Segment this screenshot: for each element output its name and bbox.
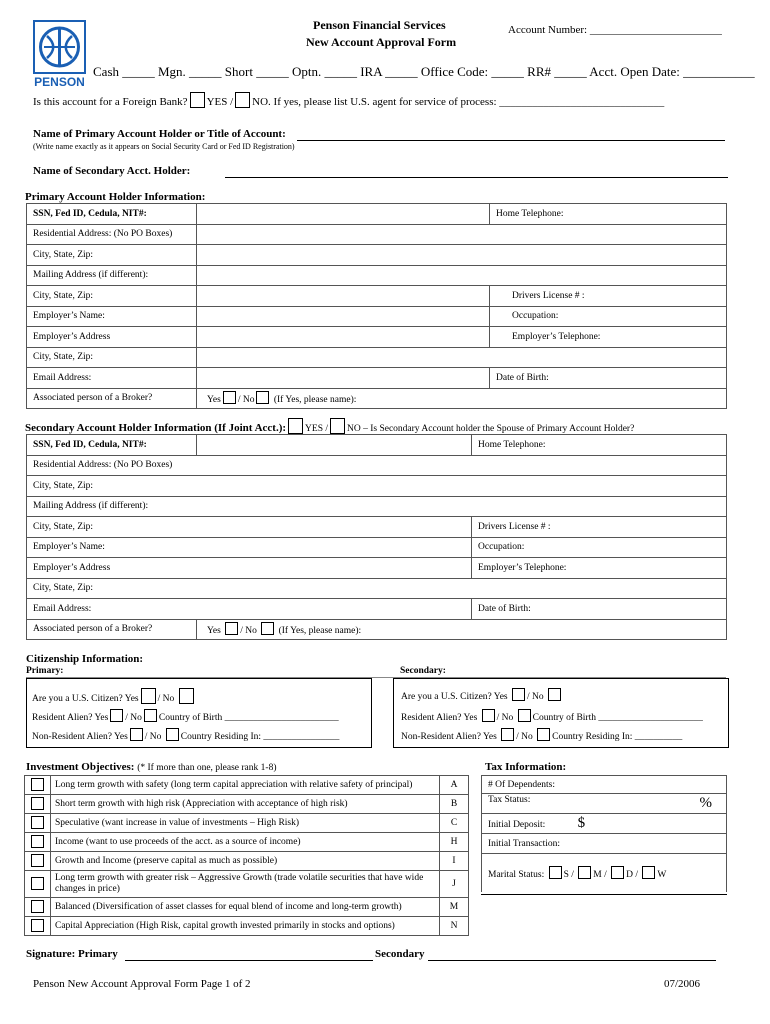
s-res-no-checkbox[interactable]	[518, 709, 531, 722]
citizenship-secondary-label: Secondary:	[400, 666, 446, 676]
s-us-yes-checkbox[interactable]	[512, 688, 525, 701]
citizenship-primary-label: Primary:	[26, 666, 64, 676]
res-addr-field[interactable]	[197, 224, 727, 245]
s-nonresident-row: Non-Resident Alien? Yes / No Country Residing In: __________	[401, 728, 682, 742]
account-number-field[interactable]: Account Number: ________________________	[508, 24, 722, 36]
investment-checkbox[interactable]	[31, 900, 44, 913]
investment-row[interactable]	[25, 833, 469, 852]
investment-text: Balanced (Diversification of asset classes for equal blend of income and long-term growth)	[51, 898, 440, 917]
investment-row[interactable]	[25, 776, 469, 795]
secondary-info-table	[26, 434, 727, 640]
foreign-bank-yes-label: YES /	[206, 96, 234, 108]
investment-note: (* If more than one, please rank 1-8)	[137, 763, 277, 773]
footer-date: 07/2006	[664, 978, 701, 990]
investment-row[interactable]	[25, 795, 469, 814]
investment-table	[24, 775, 469, 936]
emp-name-label: Employer’s Name:	[27, 306, 197, 327]
s-nonres-yes-checkbox[interactable]	[501, 728, 514, 741]
p-res-no-checkbox[interactable]	[144, 709, 157, 722]
joint-no-label: NO – Is Secondary Account holder the Spouse of Primary Account Holder?	[347, 424, 635, 434]
broker-field[interactable]: Yes / No (If Yes, please name):	[197, 388, 727, 409]
investment-checkbox[interactable]	[31, 816, 44, 829]
res-addr-label: Residential Address: (No PO Boxes)	[27, 224, 197, 245]
investment-row[interactable]	[25, 917, 469, 936]
city3-field[interactable]	[197, 347, 727, 368]
investment-code: A	[440, 776, 469, 795]
tax-dependents-field[interactable]: # Of Dependents:	[482, 776, 727, 794]
broker-no-checkbox[interactable]	[256, 391, 269, 404]
investment-row[interactable]	[25, 814, 469, 833]
city3-label: City, State, Zip:	[27, 347, 197, 368]
ssn-label: SSN, Fed ID, Cedula, NIT#:	[27, 204, 197, 225]
sec-broker-field[interactable]: Yes / No (If Yes, please name):	[197, 619, 727, 640]
sec-res-addr-field[interactable]: Residential Address: (No PO Boxes)	[27, 455, 727, 476]
s-resident-row: Resident Alien? Yes / No Country of Birth ______________________	[401, 709, 703, 723]
investment-text: Capital Appreciation (High Risk, capital growth invested primarily in stocks and options)	[51, 917, 440, 936]
investment-heading-row	[26, 761, 276, 773]
foreign-bank-question: Is this account for a Foreign Bank?	[33, 96, 188, 108]
investment-code: B	[440, 795, 469, 814]
footer-page-label: Penson New Account Approval Form Page 1 of 2	[33, 978, 251, 990]
primary-info-table	[26, 203, 727, 409]
secondary-info-heading-row	[25, 418, 634, 434]
foreign-bank-no-label: NO. If yes, please list U.S. agent for service of process: ______________________________	[252, 96, 665, 108]
investment-code: I	[440, 852, 469, 871]
tax-table	[481, 775, 727, 892]
initial-deposit-field[interactable]: Initial Deposit: $	[482, 814, 727, 834]
broker-yes-checkbox[interactable]	[223, 391, 236, 404]
emp-addr-label: Employer’s Address	[27, 327, 197, 348]
sec-broker-yes-checkbox[interactable]	[225, 622, 238, 635]
primary-name-line[interactable]	[297, 140, 725, 141]
investment-checkbox[interactable]	[31, 778, 44, 791]
investment-text: Long term growth with safety (long term capital appreciation with relative safety of principal)	[51, 776, 440, 795]
investment-row[interactable]	[25, 871, 469, 898]
joint-yes-label: YES /	[305, 424, 328, 434]
marital-s-checkbox[interactable]	[549, 866, 562, 879]
investment-code: N	[440, 917, 469, 936]
company-name: Penson Financial Services	[313, 18, 446, 32]
foreign-bank-no-checkbox[interactable]	[235, 92, 250, 108]
percent-sign: %	[699, 795, 712, 811]
joint-yes-checkbox[interactable]	[288, 418, 303, 434]
sec-occupation-field[interactable]: Occupation:	[472, 537, 727, 558]
signature-secondary-line[interactable]	[428, 960, 716, 961]
investment-code: M	[440, 898, 469, 917]
sec-email-field[interactable]: Email Address:	[27, 599, 472, 620]
dl-field[interactable]: Drivers License # :	[490, 286, 727, 307]
secondary-name-line[interactable]	[225, 177, 728, 178]
marital-status-field: Marital Status: S / M / D / W	[482, 854, 727, 893]
investment-checkbox[interactable]	[31, 877, 44, 890]
form-title: New Account Approval Form	[306, 35, 457, 49]
s-us-no-checkbox[interactable]	[548, 688, 561, 701]
ssn-field[interactable]	[197, 204, 490, 225]
investment-checkbox[interactable]	[31, 835, 44, 848]
initial-transaction-field[interactable]: Initial Transaction:	[482, 834, 727, 854]
emp-name-field[interactable]	[197, 306, 490, 327]
sec-mailing-field[interactable]: Mailing Address (if different):	[27, 496, 727, 517]
account-types-line[interactable]: Cash _____ Mgn. _____ Short _____ Optn. _____ IRA _____ Office Code: _____ RR# _____ Acct. Open Date: ___________	[93, 64, 755, 79]
foreign-bank-yes-checkbox[interactable]	[190, 92, 205, 108]
sec-city1-field[interactable]: City, State, Zip:	[27, 476, 727, 497]
investment-checkbox[interactable]	[31, 797, 44, 810]
tax-status-field[interactable]: Tax Status: %	[482, 794, 727, 814]
investment-code: C	[440, 814, 469, 833]
investment-text: Growth and Income (preserve capital as much as possible)	[51, 852, 440, 871]
emp-tel-field[interactable]: Employer’s Telephone:	[490, 327, 727, 348]
emp-addr-field[interactable]	[197, 327, 490, 348]
investment-row[interactable]	[25, 898, 469, 917]
investment-text: Long term growth with greater risk – Aggressive Growth (trade volatile securities that have wide changes in price)	[51, 871, 440, 898]
investment-text: Income (want to use proceeds of the acct. as a source of income)	[51, 833, 440, 852]
sec-city2-field[interactable]: City, State, Zip:	[27, 517, 472, 538]
s-nonres-no-checkbox[interactable]	[537, 728, 550, 741]
city2-label: City, State, Zip:	[27, 286, 197, 307]
home-tel-field[interactable]: Home Telephone:	[490, 204, 727, 225]
occupation-field[interactable]: Occupation:	[490, 306, 727, 327]
investment-code: J	[440, 871, 469, 898]
sec-home-tel-field[interactable]: Home Telephone:	[472, 435, 727, 456]
signature-secondary-label: Secondary	[375, 948, 425, 960]
secondary-name-label: Name of Secondary Acct. Holder:	[33, 165, 191, 177]
marital-w-checkbox[interactable]	[642, 866, 655, 879]
primary-info-heading: Primary Account Holder Information:	[25, 191, 206, 203]
mailing-label: Mailing Address (if different):	[27, 265, 197, 286]
p-us-no-checkbox[interactable]	[179, 688, 194, 704]
marital-m-checkbox[interactable]	[578, 866, 591, 879]
investment-heading: Investment Objectives:	[26, 761, 135, 773]
tax-heading: Tax Information:	[485, 761, 567, 773]
investment-checkbox[interactable]	[31, 854, 44, 867]
sec-emp-addr-field[interactable]: Employer’s Address	[27, 558, 472, 579]
broker-label: Associated person of a Broker?	[27, 388, 197, 409]
sec-dob-field[interactable]: Date of Birth:	[472, 599, 727, 620]
city1-label: City, State, Zip:	[27, 245, 197, 266]
email-label: Email Address:	[27, 368, 197, 389]
logo-wordmark: PENSON	[34, 75, 85, 89]
p-us-citizen-row: Are you a U.S. Citizen? Yes / No	[32, 688, 196, 704]
tax-bottom-rule	[481, 894, 727, 895]
investment-text: Speculative (want increase in value of investments – High Risk)	[51, 814, 440, 833]
joint-no-checkbox[interactable]	[330, 418, 345, 434]
citizenship-heading: Citizenship Information:	[26, 653, 144, 665]
mailing-field[interactable]	[197, 265, 727, 286]
email-field[interactable]	[197, 368, 490, 389]
sec-broker-label: Associated person of a Broker?	[27, 619, 197, 640]
investment-row[interactable]	[25, 852, 469, 871]
sec-emp-name-field[interactable]: Employer’s Name:	[27, 537, 472, 558]
sec-city3-field[interactable]: City, State, Zip:	[27, 578, 727, 599]
investment-text: Short term growth with high risk (Appreciation with acceptance of high risk)	[51, 795, 440, 814]
sec-dl-field[interactable]: Drivers License # :	[472, 517, 727, 538]
signature-primary-label: Signature: Primary	[26, 948, 118, 960]
secondary-info-heading: Secondary Account Holder Information (If Joint Acct.):	[25, 422, 287, 434]
s-res-yes-checkbox[interactable]	[482, 709, 495, 722]
dollar-sign: $	[577, 815, 586, 831]
p-us-yes-checkbox[interactable]	[141, 688, 156, 704]
sec-ssn-label: SSN, Fed ID, Cedula, NIT#:	[27, 435, 197, 456]
sec-broker-no-checkbox[interactable]	[261, 622, 274, 635]
investment-code: H	[440, 833, 469, 852]
p-nonresident-row: Non-Resident Alien? Yes / No Country Residing In: ________________	[32, 728, 339, 742]
p-res-yes-checkbox[interactable]	[110, 709, 123, 722]
penson-logo	[33, 20, 86, 90]
primary-name-label: Name of Primary Account Holder or Title of Account:	[33, 128, 286, 140]
signature-primary-line[interactable]	[125, 960, 373, 961]
city2-field[interactable]	[197, 286, 490, 307]
primary-name-note: (Write name exactly as it appears on Social Security Card or Fed ID Registration)	[33, 142, 295, 151]
s-us-citizen-row: Are you a U.S. Citizen? Yes / No	[401, 688, 563, 702]
marital-d-checkbox[interactable]	[611, 866, 624, 879]
p-resident-row: Resident Alien? Yes / No Country of Birth ________________________	[32, 709, 339, 723]
foreign-bank-row	[33, 92, 664, 108]
sec-ssn-field[interactable]	[197, 435, 472, 456]
sec-emp-tel-field[interactable]: Employer’s Telephone:	[472, 558, 727, 579]
p-nonres-no-checkbox[interactable]	[166, 728, 179, 741]
city1-field[interactable]	[197, 245, 727, 266]
investment-checkbox[interactable]	[31, 919, 44, 932]
dob-field[interactable]: Date of Birth:	[490, 368, 727, 389]
p-nonres-yes-checkbox[interactable]	[130, 728, 143, 741]
